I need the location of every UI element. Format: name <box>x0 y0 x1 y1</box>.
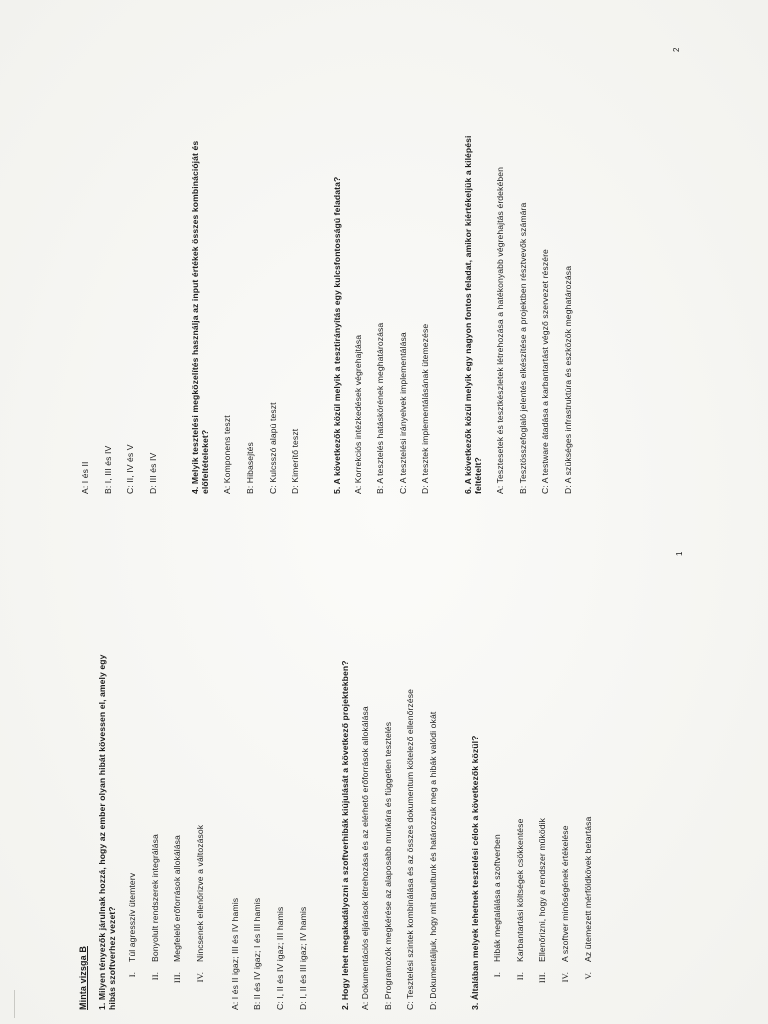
question-4-cont: előfeltételeket? <box>200 429 210 494</box>
item-text: Hibák megtalálása a szoftverben <box>492 834 502 962</box>
list-item <box>537 818 547 996</box>
question-5: 5. A következők közül melyik a tesztirányítás egy kulcsfontosságú feladata? <box>332 176 342 494</box>
answer-option: C: Kulcsszó alapú teszt <box>268 402 278 494</box>
item-text: Az ütemezett mérföldkövek betartása <box>583 816 593 962</box>
answer-option: A: I és II <box>80 461 90 494</box>
answer-option: D: Dokumentáljuk, hogy mit tanultunk és határozzuk meg a hibák valódi okát <box>428 711 438 1010</box>
answer-option: B: Hibasejtés <box>245 442 255 494</box>
answer-option: C: I, II és IV igaz; III hamis <box>275 906 285 1010</box>
answer-option: B: Tesztösszefoglaló jelentés elkészítése a projektben résztvevők számára <box>518 202 528 494</box>
left-column <box>0 550 768 1010</box>
question-4: 4. Melyik tesztelési megközelítés használja az input értékek összes kombinációját és <box>190 140 200 494</box>
page-number: 2 <box>672 47 681 52</box>
roman-numeral: III. <box>537 972 547 984</box>
item-text: Nincsenek ellenőrizve a változások <box>195 824 205 962</box>
question-6-cont: feltételt? <box>473 457 483 494</box>
question-1: 1. Milyen tényezők járulnak hozzá, hogy az ember olyan hibát kövessen el, amely egy <box>97 654 107 1010</box>
roman-numeral: I. <box>127 972 137 978</box>
roman-numeral: III. <box>172 972 182 984</box>
answer-option: C: A testware átadása a karbantartást végző szervezet részére <box>540 249 550 494</box>
item-text: Megfelelő erőforrások allokálása <box>172 835 182 962</box>
answer-option: D: Kimerítő teszt <box>290 428 300 494</box>
answer-option: D: III és IV <box>148 452 158 494</box>
answer-option: A: I és II igaz; III és IV hamis <box>230 897 240 1010</box>
list-item <box>492 834 502 996</box>
answer-option: D: A szükséges infrastruktúra és eszközök meghatározása <box>563 265 573 494</box>
roman-numeral: V. <box>583 972 593 980</box>
question-6: 6. A következők közül melyik egy nagyon fontos feladat, amikor kiértékeljük a kilépési <box>463 135 473 494</box>
answer-option: D: I, II és III igaz; IV hamis <box>298 906 308 1010</box>
answer-option: C: A tesztelési irányelvek implementálása <box>398 332 408 494</box>
answer-option: A: Korrekciós intézkedések végrehajtása <box>353 334 363 494</box>
page-number: 1 <box>675 551 684 556</box>
roman-numeral: II. <box>515 972 525 981</box>
answer-option: B: Programozók megkérése az alaposabb munkára és független tesztelés <box>383 721 393 1010</box>
item-text: A szoftver minőségének értékelése <box>560 825 570 962</box>
answer-option: A: Tesztesetek és tesztkészletek létrehozása a hatékonyabb végrehajtás érdekében <box>495 167 505 494</box>
page-title: Minta vizsga B <box>78 946 88 1010</box>
question-3: 3. Általában melyek lehetnek tesztelési célok a következők közül? <box>470 735 480 1010</box>
list-item <box>515 819 525 996</box>
list-item <box>195 825 205 996</box>
roman-numeral: IV. <box>560 972 570 983</box>
list-item <box>583 817 593 996</box>
roman-numeral: I. <box>492 972 502 978</box>
answer-option: C: Tesztelési szintek kombinálása és az összes dokumentum kötelező ellenőrzése <box>405 689 415 1010</box>
answer-option: A: Dokumentációs eljárások létrehozása és az elérhető erőforrások allokálása <box>360 706 370 1010</box>
answer-option: B: A tesztelés hatáskörének meghatározása <box>375 322 385 494</box>
list-item <box>172 835 182 996</box>
answer-option: B: II és IV igaz; I és III hamis <box>252 897 262 1010</box>
list-item <box>150 834 160 996</box>
item-text: Ellenőrizni, hogy a rendszer működik <box>537 817 547 962</box>
list-item <box>127 873 137 996</box>
answer-option: C: II, IV és V <box>125 444 135 494</box>
answer-option: A: Komponens teszt <box>222 415 232 494</box>
item-text: Bonyolult rendszerek integrálása <box>150 834 160 962</box>
question-1-cont: hibás szoftverhez vezet? <box>107 906 117 1010</box>
roman-numeral: IV. <box>195 972 205 983</box>
item-text: Túl agresszív ütemterv <box>127 872 137 962</box>
list-item <box>560 825 570 996</box>
right-column <box>0 24 768 494</box>
roman-numeral: II. <box>150 972 160 981</box>
answer-option: D: A tesztek implementálásának ütemezése <box>420 323 430 494</box>
answer-option: B: I, III és IV <box>103 445 113 494</box>
question-2: 2. Hogy lehet megakadályozni a szoftverhibák kiújulását a következő projektekben? <box>340 660 350 1010</box>
item-text: Karbantartási költségek csökkentése <box>515 818 525 962</box>
